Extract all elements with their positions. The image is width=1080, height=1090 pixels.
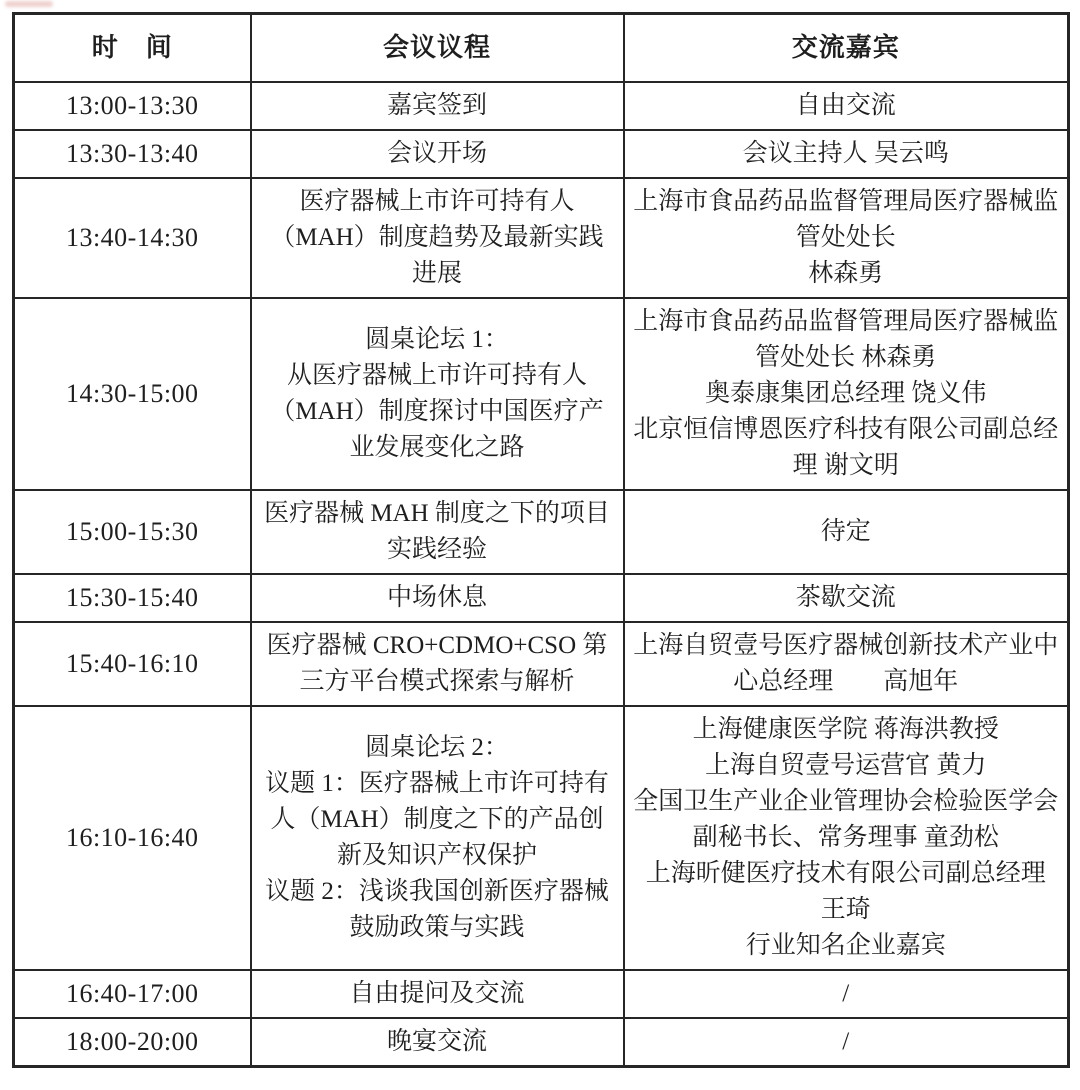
table-row xyxy=(14,970,1069,1018)
agenda-table xyxy=(12,12,1070,1068)
guests-line: 上海市食品药品监督管理局医疗器械监管处处长 林森勇 xyxy=(633,308,1059,371)
guests-line: 上海健康医学院 蒋海洪教授 xyxy=(692,716,999,743)
table-row xyxy=(14,130,1069,178)
agenda-cell xyxy=(251,82,624,130)
agenda-cell xyxy=(251,1018,624,1067)
guests-cell xyxy=(624,298,1069,490)
header-row xyxy=(14,14,1069,83)
time-cell: 15:30-15:40 xyxy=(14,574,251,622)
agenda-line: 圆桌论坛 2： xyxy=(365,734,509,761)
guests-cell xyxy=(624,1018,1069,1067)
agenda-line: 议题 1：医疗器械上市许可持有人（MAH）制度之下的产品创新及知识产权保护 xyxy=(265,770,609,869)
agenda-line: 议题 2：浅谈我国创新医疗器械鼓励政策与实践 xyxy=(265,878,609,941)
guests-cell xyxy=(624,490,1069,574)
guests-cell xyxy=(624,82,1069,130)
agenda-line: 嘉宾签到 xyxy=(386,92,487,119)
table-row xyxy=(14,490,1069,574)
time-cell: 15:00-15:30 xyxy=(14,490,251,574)
agenda-line: 医疗器械 CRO+CDMO+CSO 第三方平台模式探索与解析 xyxy=(266,632,608,695)
guests-line: 待定 xyxy=(820,518,871,545)
scan-artifact-smudge xyxy=(5,1,53,7)
agenda-table-body xyxy=(14,82,1069,1067)
guests-line: 自由交流 xyxy=(795,92,896,119)
agenda-cell xyxy=(251,622,624,706)
agenda-cell xyxy=(251,298,624,490)
table-row xyxy=(14,574,1069,622)
guests-line: 茶歇交流 xyxy=(795,584,896,611)
guests-line: 全国卫生产业企业管理协会检验医学会副秘书长、常务理事 童劲松 xyxy=(633,788,1059,851)
table-row xyxy=(14,82,1069,130)
header-agenda: 会议议程 xyxy=(251,14,624,83)
agenda-cell xyxy=(251,178,624,298)
agenda-line: 圆桌论坛 1： xyxy=(365,326,509,353)
time-cell: 16:40-17:00 xyxy=(14,970,251,1018)
guests-line: 上海昕健医疗技术有限公司副总经理 王琦 xyxy=(645,860,1046,923)
guests-line: / xyxy=(842,1028,850,1055)
agenda-line: 中场休息 xyxy=(386,584,487,611)
agenda-table-header xyxy=(14,14,1069,83)
guests-line: 奥泰康集团总经理 饶义伟 xyxy=(705,380,987,407)
guests-cell xyxy=(624,130,1069,178)
guests-cell xyxy=(624,706,1069,970)
table-row xyxy=(14,178,1069,298)
guests-line: 上海自贸壹号运营官 黄力 xyxy=(705,752,987,779)
agenda-line: 医疗器械上市许可持有人（MAH）制度趋势及最新实践进展 xyxy=(270,188,604,287)
guests-cell xyxy=(624,622,1069,706)
time-cell: 13:30-13:40 xyxy=(14,130,251,178)
table-row xyxy=(14,1018,1069,1067)
guests-line: 上海市食品药品监督管理局医疗器械监管处处长 xyxy=(633,188,1059,251)
guests-line: 林森勇 xyxy=(808,260,884,287)
time-cell: 15:40-16:10 xyxy=(14,622,251,706)
time-cell: 16:10-16:40 xyxy=(14,706,251,970)
guests-line: 会议主持人 吴云鸣 xyxy=(742,140,949,167)
time-cell: 14:30-15:00 xyxy=(14,298,251,490)
guests-line: 上海自贸壹号医疗器械创新技术产业中心总经理 高旭年 xyxy=(633,632,1059,695)
guests-cell xyxy=(624,178,1069,298)
agenda-cell xyxy=(251,490,624,574)
header-time: 时 间 xyxy=(14,14,251,83)
guests-cell xyxy=(624,970,1069,1018)
time-cell: 13:00-13:30 xyxy=(14,82,251,130)
guests-line: / xyxy=(842,980,850,1007)
guests-line: 北京恒信博恩医疗科技有限公司副总经理 谢文明 xyxy=(633,416,1059,479)
header-guests: 交流嘉宾 xyxy=(624,14,1069,83)
agenda-line: 晚宴交流 xyxy=(386,1028,487,1055)
agenda-line: 医疗器械 MAH 制度之下的项目实践经验 xyxy=(264,500,610,563)
agenda-cell xyxy=(251,970,624,1018)
agenda-line: 会议开场 xyxy=(386,140,487,167)
table-row xyxy=(14,622,1069,706)
table-row xyxy=(14,298,1069,490)
agenda-line: 自由提问及交流 xyxy=(349,980,525,1007)
time-cell: 13:40-14:30 xyxy=(14,178,251,298)
agenda-cell xyxy=(251,706,624,970)
time-cell: 18:00-20:00 xyxy=(14,1018,251,1067)
table-row xyxy=(14,706,1069,970)
agenda-cell xyxy=(251,130,624,178)
guests-cell xyxy=(624,574,1069,622)
agenda-line: 从医疗器械上市许可持有人（MAH）制度探讨中国医疗产业发展变化之路 xyxy=(270,362,604,461)
guests-line: 行业知名企业嘉宾 xyxy=(745,932,946,959)
agenda-cell xyxy=(251,574,624,622)
